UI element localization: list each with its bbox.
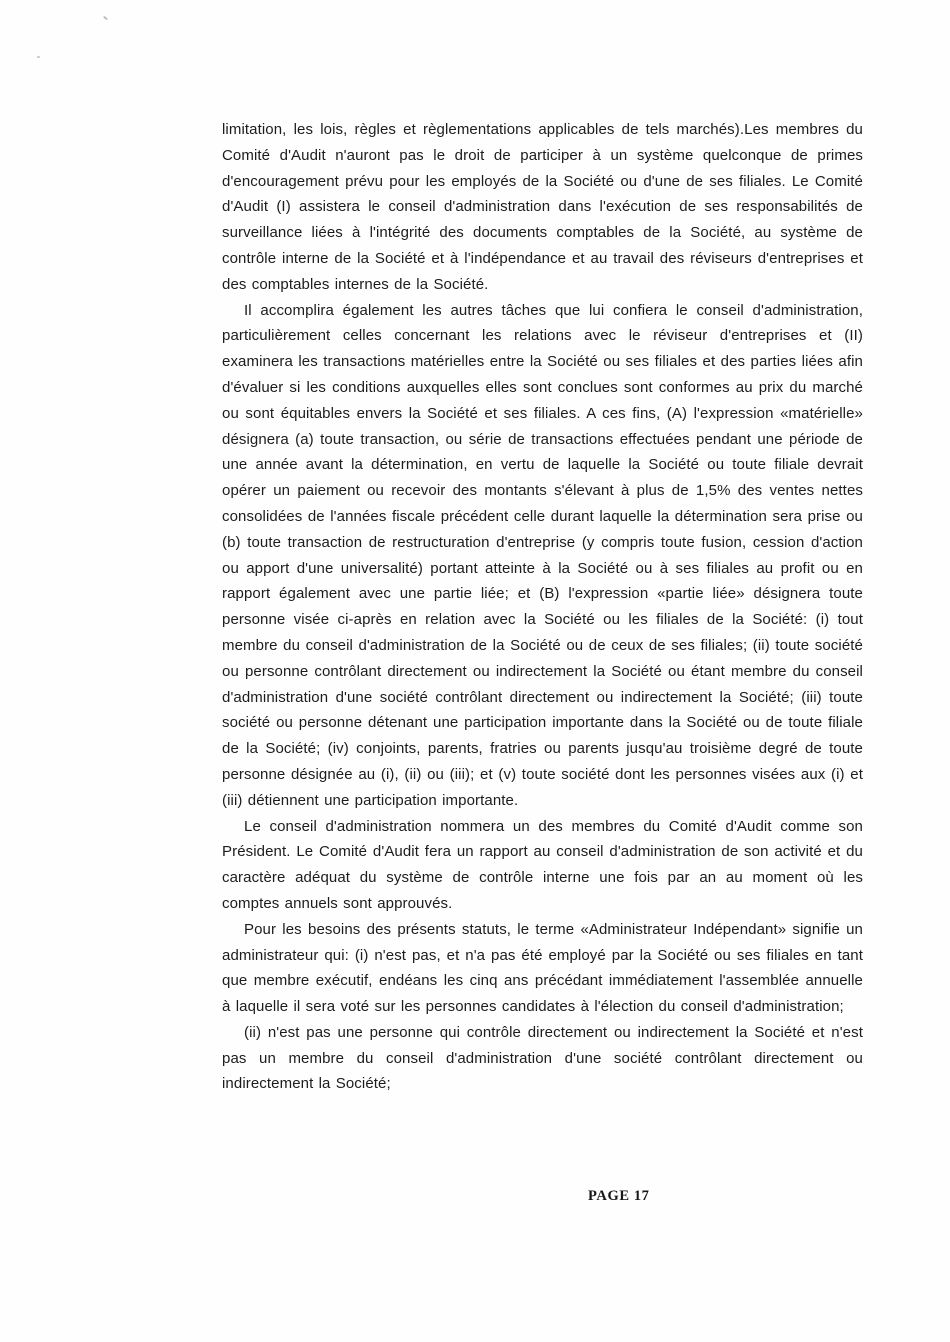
paragraph-independent-director-definition: Pour les besoins des présents statuts, le terme «Administrateur Indépendant» signifie un administrateur qui: (i) n'est pas, et n'a pas été employé par la Société ou ses filiales en tant que membre exécutif, endéans les cinq ans précédant immédiatement l'assemblée annuelle à laquelle il sera voté sur les personnes candidates à l'élection du conseil d'administration; [222, 920, 863, 1016]
page-number: PAGE 17 [588, 1188, 650, 1204]
document-body [222, 117, 863, 1097]
paragraph-president-nomination: Le conseil d'administration nommera un des membres du Comité d'Audit comme son Président. Le Comité d'Audit fera un rapport au conseil d'administration de son activité et du caractère adéquat du système de contrôle interne une fois par an au moment où les comptes annuels sont approuvés. [222, 817, 863, 912]
scan-speck-icon [37, 56, 40, 58]
paragraph-continuation: limitation, les lois, règles et règlementations applicables de tels marchés).Les membres du Comité d'Audit n'auront pas le droit de participer à un système quelconque de primes d'encouragement prévu pour les employés de la Société ou d'une de ses filiales. Le Comité d'Audit (I) assistera le conseil d'administration dans l'exécution de ses responsabilités de surveillance liées à l'intégrité des documents comptables de la Société, au système de contrôle interne de la Société et à l'indépendance et au travail des réviseurs d'entreprises et des comptables internes de la Société. [222, 121, 863, 293]
paragraph-independent-director-clause-ii: (ii) n'est pas une personne qui contrôle directement ou indirectement la Société et n'est pas un membre du conseil d'administration d'une société contrôlant directement ou indirectement la Société; [222, 1023, 863, 1093]
scan-speck-icon [103, 16, 108, 21]
paragraph-audit-committee-tasks: Il accomplira également les autres tâches que lui confiera le conseil d'administration, particulièrement celles concernant les relations avec le réviseur d'entreprises et (II) examinera les transactions matérielles entre la Société ou ses filiales et des parties liées afin d'évaluer si les conditions auxquelles elles sont conclues sont conformes au prix du marché ou sont équitables envers la Société et ses filiales. A ces fins, (A) l'expression «matérielle» désignera (a) toute transaction, ou série de transactions effectuées pendant une période de une année avant la détermination, en vertu de laquelle la Société ou toute filiale devrait opérer un paiement ou recevoir des montants s'élevant à plus de 1,5% des ventes nettes consolidées de l'années fiscale précédent celle durant laquelle la détermination sera prise ou (b) toute transaction de restructuration d'entreprise (y compris toute fusion, cession d'action ou apport d'une universalité) portant atteinte à la Société ou à ses filiales au profit ou en rapport également avec une partie liée; et (B) l'expression «partie liée» désignera toute personne visée ci-après en relation avec la Société ou les filiales de la Société: (i) tout membre du conseil d'administration de la Société ou de ceux de ses filiales; (ii) toute société ou personne contrôlant directement ou indirectement la Société ou étant membre du conseil d'administration d'une société contrôlant directement ou indirectement la Société; (iii) toute société ou personne détenant une participation importante dans la Société ou de toute filiale de la Société; (iv) conjoints, parents, fratries ou parents jusqu'au troisième degré de toute personne désignée au (i), (ii) ou (iii); et (v) toute société dont les personnes visées aux (i) et (iii) détiennent une participation importante. [222, 301, 863, 809]
